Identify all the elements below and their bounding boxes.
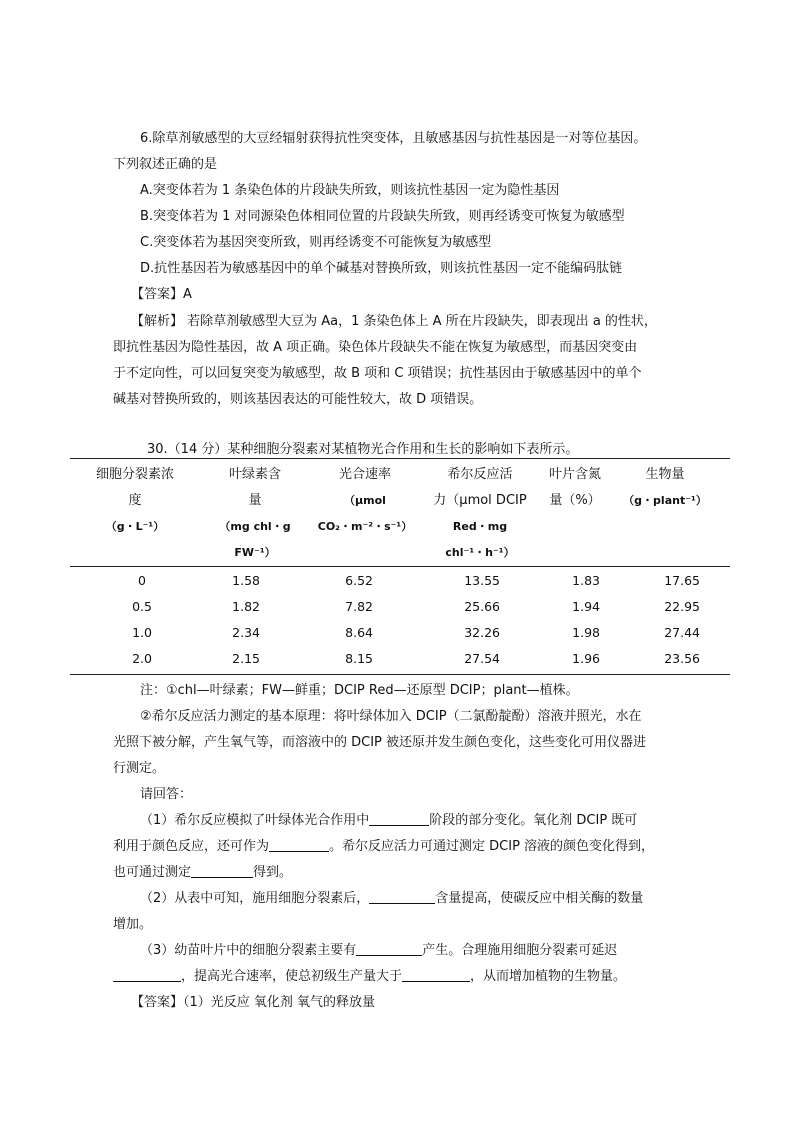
note-1: 注：①chl—叶绿素；FW—鲜重；DCIP Red—还原型 DCIP；plant—植株。 <box>140 683 579 698</box>
q6-option-b: B.突变体若为 1 对同源染色体相同位置的片段缺失所致，则再经诱变可恢复为敏感型 <box>140 209 625 224</box>
q6-option-c: C.突变体若为基因突变所致，则再经诱变不可能恢复为敏感型 <box>140 235 492 250</box>
q6-option-a: A.突变体若为 1 条染色体的片段缺失所致，则该抗性基因一定为隐性基因 <box>140 183 560 198</box>
q6-stem-line2: 下列叙述正确的是 <box>113 157 218 172</box>
answer-blank[interactable] <box>369 811 429 826</box>
table-top-rule <box>70 458 730 459</box>
header-cytokinin-concentration: 细胞分裂素浓 度 （g・L⁻¹） <box>95 467 174 533</box>
q6-analysis-line1: 【解析】 若除草剂敏感型大豆为 Aa，1 条染色体上 A 所在片段缺失，即表现出 a 的性状， <box>131 314 657 329</box>
question-prompt: 请回答： <box>140 787 193 802</box>
q6-option-d: D.抗性基因若为敏感基因中的单个碱基对替换所致，则该抗性基因一定不能编码肽链 <box>140 261 623 276</box>
answer-blank[interactable] <box>191 863 253 878</box>
table-header-rule <box>70 566 730 567</box>
table-bottom-rule <box>70 674 730 675</box>
q6-analysis-line4: 碱基对替换所致的，则该基因表达的可能性较大，故 D 项错误。 <box>113 392 483 407</box>
answer-blank[interactable] <box>269 837 329 852</box>
q6-answer: 【答案】A <box>131 287 192 302</box>
note-2-line1: ②希尔反应活力测定的基本原理：将叶绿体加入 DCIP（二氯酚靛酚）溶液并照光，水在 <box>140 709 642 724</box>
subq1-line1: （1）希尔反应模拟了叶绿体光合作用中 阶段的部分变化。氧化剂 DCIP 既可 <box>140 813 638 828</box>
header-chlorophyll-content: 叶绿素含 量 （mg chl・g FW⁻¹） <box>219 467 291 559</box>
header-hill-reaction-activity: 希尔反应活 力（μmol DCIP Red・mg chl⁻¹・h⁻¹） <box>433 467 527 559</box>
answer-blank[interactable] <box>369 889 435 904</box>
header-biomass: 生物量 （g・plant⁻¹） <box>623 467 707 507</box>
answer-blank[interactable] <box>402 967 470 982</box>
q30-answer: 【答案】（1）光反应 氧化剂 氧气的释放量 <box>131 995 376 1010</box>
subq3-line1: （3）幼苗叶片中的细胞分裂素主要有 产生。合理施用细胞分裂素可延迟 <box>140 943 618 958</box>
q6-stem-line1: 6.除草剂敏感型的大豆经辐射获得抗性突变体，且敏感基因与抗性基因是一对等位基因。 <box>140 131 647 146</box>
q6-analysis-line2: 即抗性基因为隐性基因，故 A 项正确。染色体片段缺失不能在恢复为敏感型，而基因突变由 <box>113 340 638 355</box>
note-2-line2: 光照下被分解，产生氧气等，而溶液中的 DCIP 被还原并发生颜色变化，这些变化可用仪器进 <box>113 735 647 750</box>
subq3-line2: ，提高光合速率，使总初级生产量大于 ，从而增加植物的生物量。 <box>113 965 626 984</box>
subq1-line2: 利用于颜色反应，还可作为 。希尔反应活力可通过测定 DCIP 溶液的颜色变化得到， <box>113 839 655 854</box>
q6-analysis-line3: 于不定向性，可以回复突变为敏感型，故 B 项和 C 项错误；抗性基因由于敏感基因中的单个 <box>113 366 642 381</box>
subq1-line3: 也可通过测定 得到。 <box>113 865 293 880</box>
subq2-line2: 增加。 <box>113 917 153 932</box>
note-2-line3: 行测定。 <box>113 761 166 776</box>
header-leaf-nitrogen: 叶片含氮 量（%） <box>548 467 601 508</box>
q30-title: 30.（14 分）某种细胞分裂素对某植物光合作用和生长的影响如下表所示。 <box>147 442 579 457</box>
answer-blank[interactable] <box>356 941 422 956</box>
answer-blank[interactable] <box>113 967 181 982</box>
subq2-line1: （2）从表中可知，施用细胞分裂素后， 含量提高，使碳反应中相关酶的数量 <box>140 891 644 906</box>
header-photosynthetic-rate: 光合速率 （μmol CO₂・m⁻²・s⁻¹） <box>317 467 413 533</box>
